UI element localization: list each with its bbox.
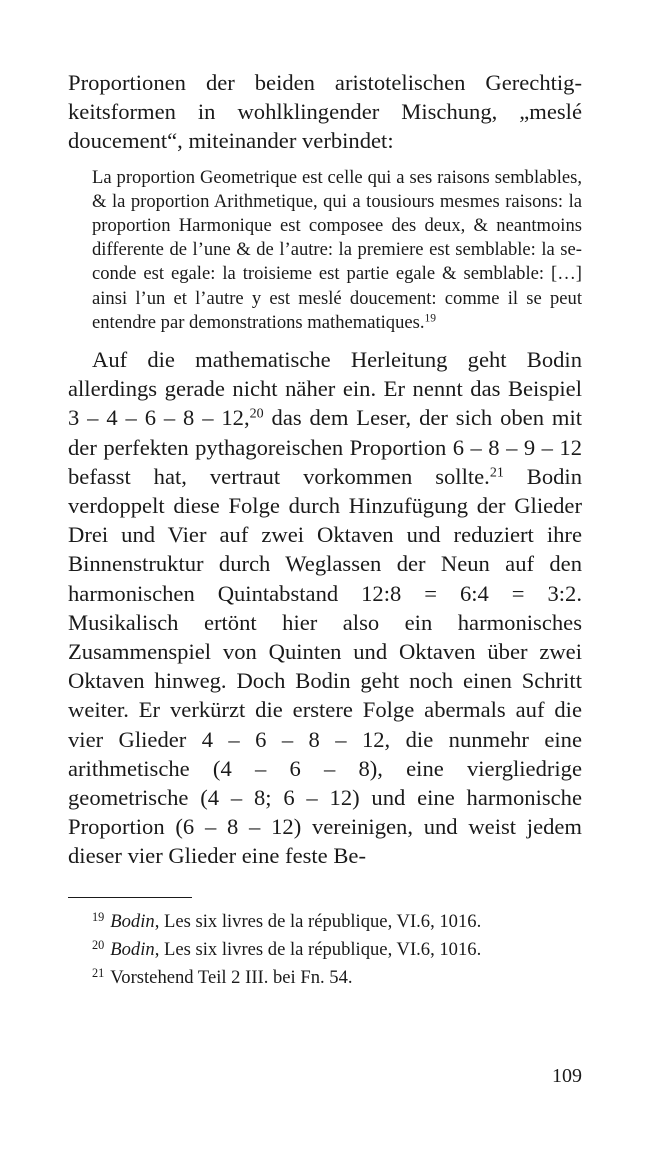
footnote-21	[68, 964, 582, 992]
footnote-text: Vorstehend Teil 2 III. bei Fn. 54.	[110, 966, 353, 988]
paragraph-2-part-a: Auf die mathematische Herleitung geht Bodin allerdings gerade nicht näher ein. Er nennt das Beispiel 3 – 4 – 6 – 8 – 12,	[68, 347, 582, 431]
paragraph-2-part-b: das dem Leser, der sich oben mit der perfekten pythagoreischen Proportion 6 – 8 – 9 – 12 befasst hat, vertraut vorkommen sollte.	[68, 405, 583, 489]
paragraph-2	[68, 345, 582, 871]
footnote-19	[68, 908, 582, 936]
paragraph-2-part-c: Bodin verdoppelt diese Folge durch Hinzufügung der Glieder Drei und Vier auf zwei Oktaven und reduziert ihre Binnenstruktur durch Weglassen der Neun auf den harmonischen Quintabstand 12:8 = 6:4 = 3:2. Musikalisch ertönt hier also ein harmonisches Zusammenspiel von Quinten und Oktaven über zwei Oktaven hinweg. Doch Bodin geht noch einen Schritt weiter. Er verkürzt die erstere Folge abermals auf die vier Glieder 4 – 6 – 8 – 12, die nunmehr eine arithmetische (4 – 6 – 8), eine viergliedrige geometrische (4 – 8; 6 – 12) und eine harmonische Proportion (6 – 8 – 12) vereinigen, und weist jedem dieser vier Glieder eine feste Be-	[68, 463, 582, 869]
footnote-number: 19	[92, 909, 105, 924]
footnote-author: Bodin	[110, 938, 155, 960]
page-number: 109	[552, 1065, 582, 1087]
footnote-number: 21	[92, 965, 105, 980]
footnotes	[68, 908, 582, 992]
footnote-text: , Les six livres de la république, VI.6, 1016.	[154, 910, 482, 932]
footnote-20	[68, 936, 582, 964]
footnote-number: 20	[92, 937, 105, 952]
footnote-author: Bodin	[110, 910, 155, 932]
footnote-ref-19[interactable]: 19	[424, 312, 437, 325]
footnote-divider	[68, 897, 192, 898]
footnote-ref-21[interactable]: 21	[489, 465, 504, 481]
paragraph-1: Proportionen der beiden aristotelischen Gerechtigkeitsformen in wohlklingender Mischung, „meslé doucement“, miteinander verbindet:	[68, 70, 582, 154]
footnote-ref-20[interactable]: 20	[249, 406, 264, 422]
block-quote	[92, 166, 582, 335]
page-body	[68, 68, 582, 992]
footnote-text: , Les six livres de la république, VI.6, 1016.	[154, 938, 482, 960]
quote-text: La proportion Geometrique est celle qui a ses raisons semblables, & la proportion Arithmetique, qui a tousiours mesmes raisons: la proportion Harmonique est composee des deux, & neantmoins differente de l’une & de l’autre: la premiere est semblable: la seconde est egale: la troisieme est partie egale & semblable: […] ainsi l’un et l’autre y est meslé doucement: comme il se peut entendre par demonstrations mathematiques.	[92, 166, 582, 333]
